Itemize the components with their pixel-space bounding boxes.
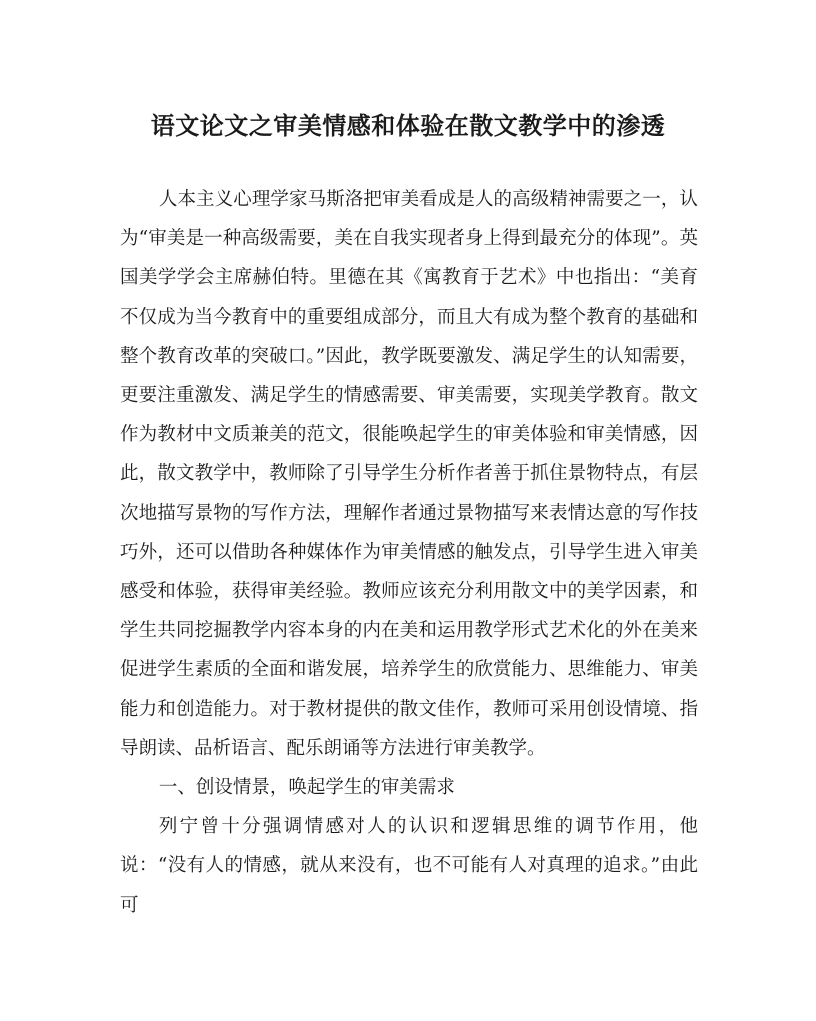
paragraph-intro: 人本主义心理学家马斯洛把审美看成是人的高级精神需要之一，认为“审美是一种高级需要，美在自我实现者身上得到最充分的体现”。英国美学学会主席赫伯特。里德在其《寓教育于艺术》中也指出：“美育不仅成为当今教育中的重要组成部分，而且大有成为整个教育的基础和整个教育改革的突破口。”因此，教学既要激发、满足学生的认知需要，更要注重激发、满足学生的情感需要、审美需要，实现美学教育。散文作为教材中文质兼美的范文，很能唤起学生的审美体验和审美情感，因此，散文教学中，教师除了引导学生分析作者善于抓住景物特点，有层次地描写景物的写作方法，理解作者通过景物描写来表情达意的写作技巧外，还可以借助各种媒体作为审美情感的触发点，引导学生进入审美感受和体验，获得审美经验。教师应该充分利用散文中的美学因素，和学生共同挖掘教学内容本身的内在美和运用教学形式艺术化的外在美来促进学生素质的全面和谐发展，培养学生的欣赏能力、思维能力、审美能力和创造能力。对于教材提供的散文佳作，教师可采用创设情境、指导朗读、品析语言、配乐朗诵等方法进行审美教学。 — [120, 189, 698, 759]
paragraph-section-1: 列宁曾十分强调情感对人的认识和逻辑思维的调节作用，他说：“没有人的情感，就从来没有，也不可能有人对真理的追求。”由此可 — [120, 816, 698, 916]
section-heading-1: 一、创设情景，唤起学生的审美需求 — [158, 777, 455, 799]
document-title: 语文论文之审美情感和体验在散文教学中的渗透 — [150, 111, 666, 140]
document-body — [120, 180, 698, 925]
